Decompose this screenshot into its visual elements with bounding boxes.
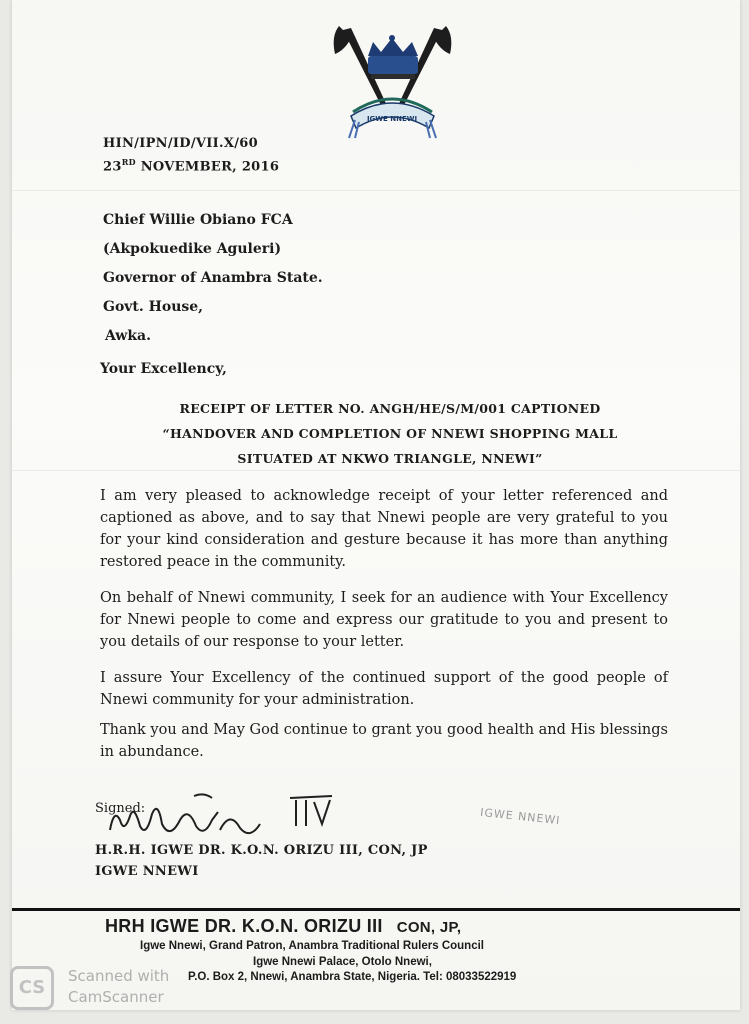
- body-paragraph: On behalf of Nnewi community, I seek for an audience with Your Excellency for Nnewi people to come and express our gratitude to you and present to you details of our response to your letter.: [100, 590, 668, 650]
- subject-line: RECEIPT OF LETTER NO. ANGH/HE/S/M/001 CAPTIONED: [179, 401, 601, 416]
- footer-divider: [12, 908, 740, 911]
- watermark-text: Scanned with: [68, 967, 170, 985]
- body-paragraph: I am very pleased to acknowledge receipt of your letter referenced and captioned as above, and to say that Nnewi people are very grateful to you for your kind consideration and gesture because it has more than anything restored peace in the community.: [100, 488, 668, 570]
- body-paragraph: Thank you and May God continue to grant you good health and His blessings in abundance.: [100, 722, 668, 760]
- camscanner-logo-icon: CS: [10, 966, 54, 1010]
- watermark-text: CamScanner: [68, 988, 164, 1006]
- page-fold: [12, 190, 740, 191]
- signatory-title: IGWE NNEWI: [95, 864, 199, 879]
- address-line: Governor of Anambra State.: [103, 270, 323, 286]
- letter-date: 23RD NOVEMBER, 2016: [103, 157, 280, 175]
- salutation: Your Excellency,: [100, 361, 227, 377]
- footer-honours: CON, JP,: [396, 919, 462, 936]
- crest-motto: IGWE NNEWI: [366, 115, 418, 123]
- handwritten-signature: [100, 790, 340, 850]
- letter-reference-block: [103, 134, 279, 176]
- signed-label: Signed:: [95, 801, 146, 816]
- subject-line: “HANDOVER AND COMPLETION OF NNEWI SHOPPING MALL: [162, 426, 618, 441]
- address-line: Govt. House,: [103, 299, 204, 315]
- letter-body: [100, 485, 668, 777]
- footer-line: Igwe Nnewi Palace, Otolo Nnewi,: [253, 956, 432, 968]
- address-line: (Akpokuedike Aguleri): [103, 241, 282, 257]
- recipient-address: [103, 206, 323, 351]
- signatory-name: H.R.H. IGWE DR. K.O.N. ORIZU III, CON, JP: [95, 843, 428, 858]
- address-line: Awka.: [105, 328, 151, 344]
- reference-number: HIN/IPN/ID/VII.X/60: [103, 136, 258, 151]
- igwe-nnewi-crest: [325, 20, 460, 145]
- faint-stamp: IGWE NNEWI: [479, 805, 562, 828]
- address-line: Chief Willie Obiano FCA: [103, 212, 293, 228]
- date-ordinal: RD: [121, 157, 136, 167]
- subject-heading: [90, 396, 690, 471]
- footer-name: HRH IGWE DR. K.O.N. ORIZU III CON, JP,: [105, 916, 462, 936]
- footer-line: Igwe Nnewi, Grand Patron, Anambra Traditional Rulers Council: [140, 940, 484, 952]
- body-paragraph: I assure Your Excellency of the continued support of the good people of Nnewi community for your administration.: [100, 670, 668, 708]
- subject-line: SITUATED AT NKWO TRIANGLE, NNEWI”: [237, 451, 543, 466]
- footer-line: P.O. Box 2, Nnewi, Anambra State, Nigeria. Tel: 08033522919: [188, 971, 517, 983]
